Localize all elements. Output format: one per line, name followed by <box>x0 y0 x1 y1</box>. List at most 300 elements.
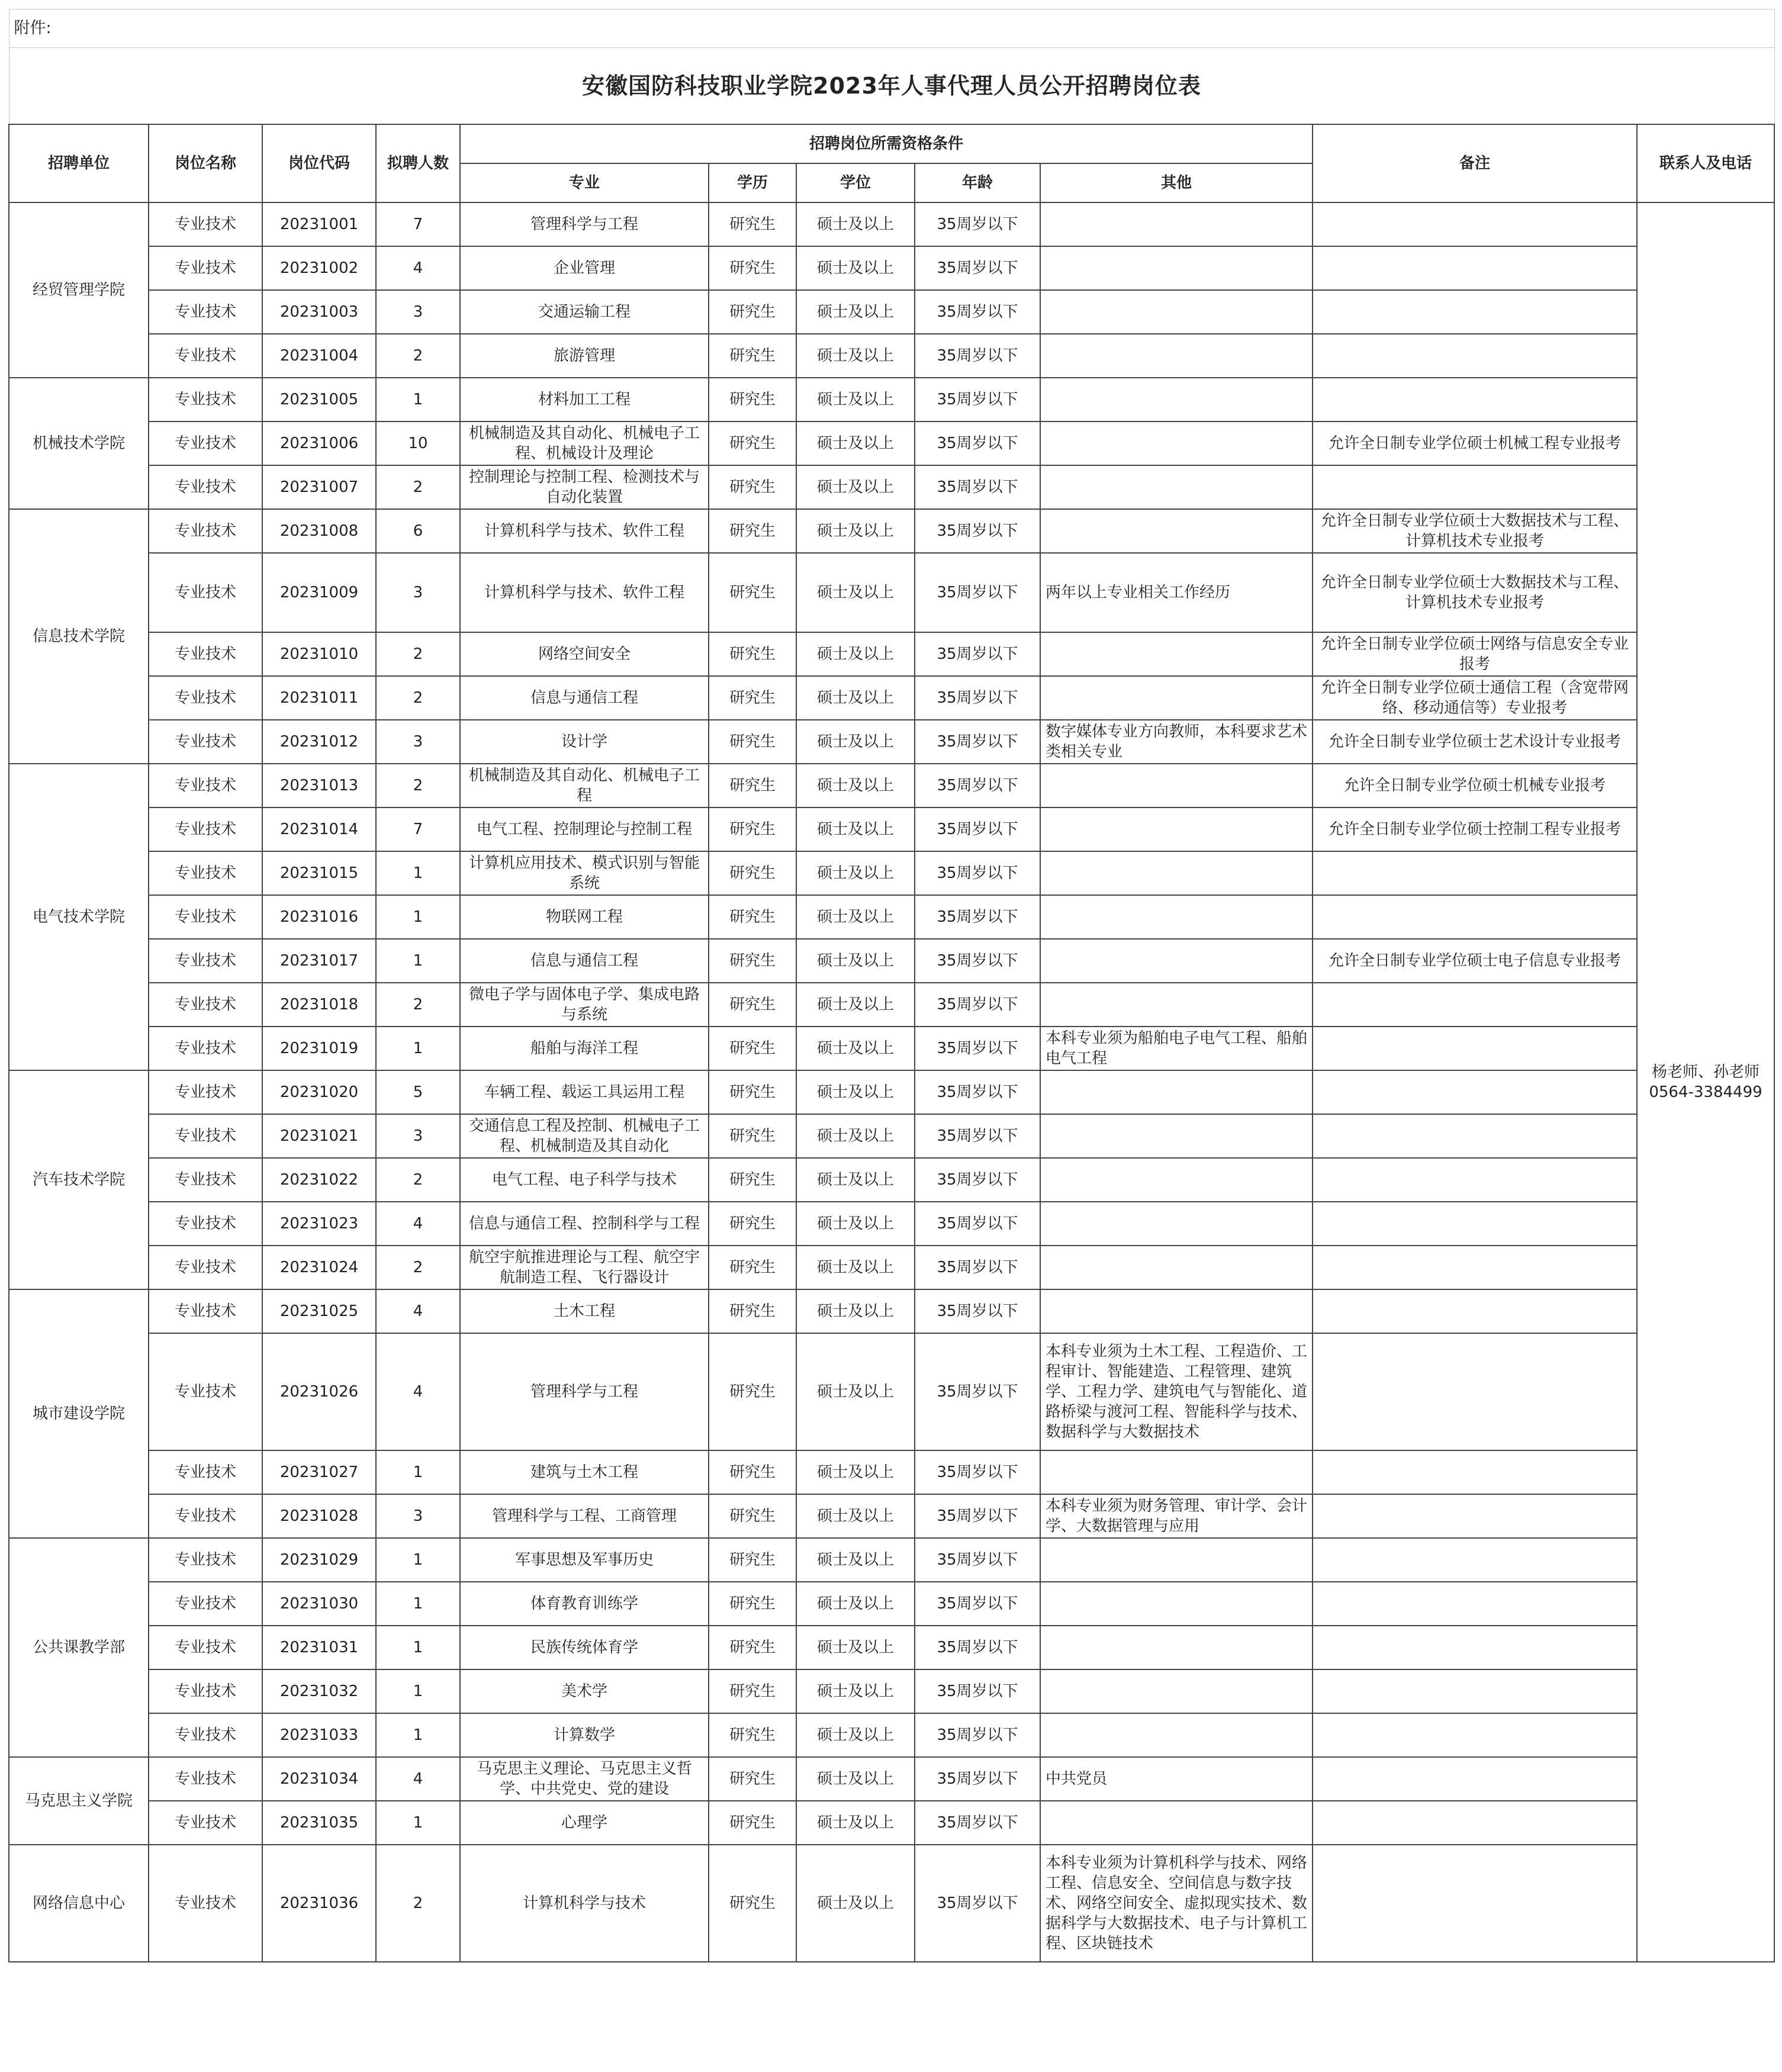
post-name-cell: 专业技术 <box>149 378 262 422</box>
header-contact: 联系人及电话 <box>1637 124 1774 202</box>
degree-cell: 硕士及以上 <box>796 1289 915 1333</box>
other-cell <box>1040 202 1313 246</box>
post-code-cell: 20231018 <box>262 983 376 1027</box>
table-row <box>9 807 1774 851</box>
post-name-cell: 专业技术 <box>149 465 262 509</box>
other-cell <box>1040 1246 1313 1289</box>
remark-cell: 允许全日制专业学位硕士电子信息专业报考 <box>1313 939 1637 983</box>
post-code-cell: 20231023 <box>262 1202 376 1246</box>
table-row <box>9 246 1774 290</box>
age-cell: 35周岁以下 <box>915 1801 1040 1845</box>
education-cell: 研究生 <box>709 465 796 509</box>
post-code-cell: 20231010 <box>262 632 376 676</box>
remark-cell <box>1313 1027 1637 1070</box>
count-cell: 2 <box>376 334 460 378</box>
major-cell: 船舶与海洋工程 <box>460 1027 709 1070</box>
remark-cell <box>1313 1246 1637 1289</box>
degree-cell: 硕士及以上 <box>796 1626 915 1669</box>
age-cell: 35周岁以下 <box>915 1202 1040 1246</box>
age-cell: 35周岁以下 <box>915 807 1040 851</box>
page-title: 安徽国防科技职业学院2023年人事代理人员公开招聘岗位表 <box>9 48 1774 125</box>
remark-cell <box>1313 290 1637 334</box>
age-cell: 35周岁以下 <box>915 202 1040 246</box>
education-cell: 研究生 <box>709 334 796 378</box>
remark-cell <box>1313 378 1637 422</box>
post-name-cell: 专业技术 <box>149 851 262 895</box>
other-cell <box>1040 290 1313 334</box>
post-code-cell: 20231008 <box>262 509 376 553</box>
remark-cell <box>1313 1289 1637 1333</box>
remark-cell: 允许全日制专业学位硕士机械工程专业报考 <box>1313 422 1637 465</box>
header-degree: 学位 <box>796 163 915 202</box>
table-row <box>9 1626 1774 1669</box>
post-code-cell: 20231011 <box>262 676 376 720</box>
other-cell <box>1040 1538 1313 1582</box>
age-cell: 35周岁以下 <box>915 1246 1040 1289</box>
degree-cell: 硕士及以上 <box>796 632 915 676</box>
post-code-cell: 20231016 <box>262 895 376 939</box>
post-code-cell: 20231013 <box>262 764 376 807</box>
degree-cell: 硕士及以上 <box>796 246 915 290</box>
major-cell: 微电子学与固体电子学、集成电路与系统 <box>460 983 709 1027</box>
post-code-cell: 20231004 <box>262 334 376 378</box>
education-cell: 研究生 <box>709 553 796 632</box>
remark-cell <box>1313 1757 1637 1801</box>
major-cell: 控制理论与控制工程、检测技术与自动化装置 <box>460 465 709 509</box>
education-cell: 研究生 <box>709 1114 796 1158</box>
post-name-cell: 专业技术 <box>149 1538 262 1582</box>
major-cell: 计算机科学与技术、软件工程 <box>460 509 709 553</box>
degree-cell: 硕士及以上 <box>796 1538 915 1582</box>
count-cell: 4 <box>376 1289 460 1333</box>
age-cell: 35周岁以下 <box>915 895 1040 939</box>
count-cell: 3 <box>376 1494 460 1538</box>
table-row <box>9 1202 1774 1246</box>
remark-cell <box>1313 1494 1637 1538</box>
post-code-cell: 20231025 <box>262 1289 376 1333</box>
other-cell: 两年以上专业相关工作经历 <box>1040 553 1313 632</box>
contact-names: 杨老师、孙老师 <box>1652 1063 1760 1081</box>
other-cell <box>1040 764 1313 807</box>
other-cell <box>1040 1114 1313 1158</box>
post-name-cell: 专业技术 <box>149 895 262 939</box>
degree-cell: 硕士及以上 <box>796 1757 915 1801</box>
post-code-cell: 20231001 <box>262 202 376 246</box>
table-row <box>9 895 1774 939</box>
education-cell: 研究生 <box>709 632 796 676</box>
post-code-cell: 20231015 <box>262 851 376 895</box>
education-cell: 研究生 <box>709 1202 796 1246</box>
post-code-cell: 20231017 <box>262 939 376 983</box>
education-cell: 研究生 <box>709 764 796 807</box>
remark-cell <box>1313 983 1637 1027</box>
header-count: 拟聘人数 <box>376 124 460 202</box>
count-cell: 1 <box>376 1713 460 1757</box>
table-row <box>9 1538 1774 1582</box>
other-cell <box>1040 1450 1313 1494</box>
count-cell: 3 <box>376 553 460 632</box>
degree-cell: 硕士及以上 <box>796 1070 915 1114</box>
major-cell: 体育教育训练学 <box>460 1582 709 1626</box>
remark-cell <box>1313 895 1637 939</box>
education-cell: 研究生 <box>709 1450 796 1494</box>
post-name-cell: 专业技术 <box>149 290 262 334</box>
table-row <box>9 1289 1774 1333</box>
other-cell: 本科专业须为财务管理、审计学、会计学、大数据管理与应用 <box>1040 1494 1313 1538</box>
table-row <box>9 1669 1774 1713</box>
post-code-cell: 20231030 <box>262 1582 376 1626</box>
post-code-cell: 20231027 <box>262 1450 376 1494</box>
degree-cell: 硕士及以上 <box>796 983 915 1027</box>
post-name-cell: 专业技术 <box>149 1757 262 1801</box>
recruitment-table <box>8 9 1775 1962</box>
other-cell: 本科专业须为船舶电子电气工程、船舶电气工程 <box>1040 1027 1313 1070</box>
education-cell: 研究生 <box>709 378 796 422</box>
unit-cell: 网络信息中心 <box>9 1845 149 1962</box>
education-cell: 研究生 <box>709 422 796 465</box>
age-cell: 35周岁以下 <box>915 983 1040 1027</box>
age-cell: 35周岁以下 <box>915 632 1040 676</box>
count-cell: 2 <box>376 983 460 1027</box>
header-education: 学历 <box>709 163 796 202</box>
count-cell: 5 <box>376 1070 460 1114</box>
major-cell: 民族传统体育学 <box>460 1626 709 1669</box>
unit-cell: 经贸管理学院 <box>9 202 149 378</box>
age-cell: 35周岁以下 <box>915 1626 1040 1669</box>
count-cell: 2 <box>376 764 460 807</box>
other-cell <box>1040 632 1313 676</box>
remark-cell: 允许全日制专业学位硕士艺术设计专业报考 <box>1313 720 1637 764</box>
remark-cell <box>1313 246 1637 290</box>
remark-cell <box>1313 1070 1637 1114</box>
count-cell: 1 <box>376 895 460 939</box>
remark-cell: 允许全日制专业学位硕士控制工程专业报考 <box>1313 807 1637 851</box>
remark-cell <box>1313 1626 1637 1669</box>
other-cell <box>1040 851 1313 895</box>
post-code-cell: 20231003 <box>262 290 376 334</box>
count-cell: 1 <box>376 851 460 895</box>
table-row <box>9 676 1774 720</box>
degree-cell: 硕士及以上 <box>796 465 915 509</box>
table-row <box>9 720 1774 764</box>
count-cell: 2 <box>376 1845 460 1962</box>
remark-cell <box>1313 202 1637 246</box>
age-cell: 35周岁以下 <box>915 1494 1040 1538</box>
degree-cell: 硕士及以上 <box>796 1114 915 1158</box>
age-cell: 35周岁以下 <box>915 1027 1040 1070</box>
table-row <box>9 1114 1774 1158</box>
major-cell: 军事思想及军事历史 <box>460 1538 709 1582</box>
education-cell: 研究生 <box>709 1246 796 1289</box>
education-cell: 研究生 <box>709 939 796 983</box>
degree-cell: 硕士及以上 <box>796 764 915 807</box>
age-cell: 35周岁以下 <box>915 1158 1040 1202</box>
major-cell: 机械制造及其自动化、机械电子工程 <box>460 764 709 807</box>
table-row <box>9 1158 1774 1202</box>
degree-cell: 硕士及以上 <box>796 1333 915 1450</box>
post-code-cell: 20231024 <box>262 1246 376 1289</box>
major-cell: 计算机应用技术、模式识别与智能系统 <box>460 851 709 895</box>
count-cell: 2 <box>376 465 460 509</box>
major-cell: 车辆工程、载运工具运用工程 <box>460 1070 709 1114</box>
table-row <box>9 1450 1774 1494</box>
post-name-cell: 专业技术 <box>149 1801 262 1845</box>
count-cell: 3 <box>376 720 460 764</box>
degree-cell: 硕士及以上 <box>796 1845 915 1962</box>
degree-cell: 硕士及以上 <box>796 1801 915 1845</box>
other-cell <box>1040 509 1313 553</box>
post-code-cell: 20231019 <box>262 1027 376 1070</box>
count-cell: 1 <box>376 939 460 983</box>
table-row <box>9 378 1774 422</box>
post-code-cell: 20231009 <box>262 553 376 632</box>
header-major: 专业 <box>460 163 709 202</box>
post-name-cell: 专业技术 <box>149 1333 262 1450</box>
degree-cell: 硕士及以上 <box>796 422 915 465</box>
remark-cell <box>1313 1582 1637 1626</box>
post-code-cell: 20231031 <box>262 1626 376 1669</box>
contact-cell <box>1637 202 1774 1962</box>
post-name-cell: 专业技术 <box>149 1158 262 1202</box>
post-code-cell: 20231034 <box>262 1757 376 1801</box>
age-cell: 35周岁以下 <box>915 290 1040 334</box>
degree-cell: 硕士及以上 <box>796 1450 915 1494</box>
education-cell: 研究生 <box>709 1494 796 1538</box>
remark-cell <box>1313 1450 1637 1494</box>
post-name-cell: 专业技术 <box>149 1450 262 1494</box>
table-row <box>9 1333 1774 1450</box>
other-cell <box>1040 1713 1313 1757</box>
degree-cell: 硕士及以上 <box>796 676 915 720</box>
unit-cell: 马克思主义学院 <box>9 1757 149 1845</box>
table-row <box>9 465 1774 509</box>
age-cell: 35周岁以下 <box>915 1538 1040 1582</box>
count-cell: 2 <box>376 1246 460 1289</box>
table-row <box>9 851 1774 895</box>
post-name-cell: 专业技术 <box>149 509 262 553</box>
count-cell: 1 <box>376 1027 460 1070</box>
degree-cell: 硕士及以上 <box>796 851 915 895</box>
education-cell: 研究生 <box>709 1027 796 1070</box>
major-cell: 管理科学与工程 <box>460 1333 709 1450</box>
other-cell: 本科专业须为计算机科学与技术、网络工程、信息安全、空间信息与数字技术、网络空间安全、虚拟现实技术、数据科学与大数据技术、电子与计算机工程、区块链技术 <box>1040 1845 1313 1962</box>
count-cell: 2 <box>376 632 460 676</box>
age-cell: 35周岁以下 <box>915 1757 1040 1801</box>
degree-cell: 硕士及以上 <box>796 378 915 422</box>
other-cell <box>1040 676 1313 720</box>
education-cell: 研究生 <box>709 1582 796 1626</box>
table-row <box>9 422 1774 465</box>
table-row <box>9 764 1774 807</box>
major-cell: 心理学 <box>460 1801 709 1845</box>
major-cell: 机械制造及其自动化、机械电子工程、机械设计及理论 <box>460 422 709 465</box>
table-row <box>9 939 1774 983</box>
degree-cell: 硕士及以上 <box>796 720 915 764</box>
post-code-cell: 20231028 <box>262 1494 376 1538</box>
header-age: 年龄 <box>915 163 1040 202</box>
major-cell: 管理科学与工程、工商管理 <box>460 1494 709 1538</box>
degree-cell: 硕士及以上 <box>796 939 915 983</box>
count-cell: 2 <box>376 1158 460 1202</box>
table-row <box>9 1494 1774 1538</box>
major-cell: 计算机科学与技术 <box>460 1845 709 1962</box>
major-cell: 交通信息工程及控制、机械电子工程、机械制造及其自动化 <box>460 1114 709 1158</box>
age-cell: 35周岁以下 <box>915 1845 1040 1962</box>
post-name-cell: 专业技术 <box>149 1202 262 1246</box>
count-cell: 1 <box>376 1669 460 1713</box>
education-cell: 研究生 <box>709 720 796 764</box>
post-name-cell: 专业技术 <box>149 1494 262 1538</box>
unit-cell: 信息技术学院 <box>9 509 149 764</box>
education-cell: 研究生 <box>709 1757 796 1801</box>
major-cell: 管理科学与工程 <box>460 202 709 246</box>
count-cell: 3 <box>376 290 460 334</box>
table-row <box>9 334 1774 378</box>
count-cell: 10 <box>376 422 460 465</box>
post-name-cell: 专业技术 <box>149 1114 262 1158</box>
other-cell <box>1040 1626 1313 1669</box>
degree-cell: 硕士及以上 <box>796 1202 915 1246</box>
major-cell: 信息与通信工程、控制科学与工程 <box>460 1202 709 1246</box>
count-cell: 4 <box>376 1757 460 1801</box>
table-row <box>9 553 1774 632</box>
post-name-cell: 专业技术 <box>149 939 262 983</box>
post-name-cell: 专业技术 <box>149 1289 262 1333</box>
count-cell: 7 <box>376 202 460 246</box>
post-name-cell: 专业技术 <box>149 246 262 290</box>
major-cell: 设计学 <box>460 720 709 764</box>
post-code-cell: 20231014 <box>262 807 376 851</box>
degree-cell: 硕士及以上 <box>796 1158 915 1202</box>
other-cell <box>1040 1582 1313 1626</box>
remark-cell: 允许全日制专业学位硕士大数据技术与工程、计算机技术专业报考 <box>1313 553 1637 632</box>
other-cell <box>1040 939 1313 983</box>
education-cell: 研究生 <box>709 983 796 1027</box>
remark-cell <box>1313 1845 1637 1962</box>
header-post-code: 岗位代码 <box>262 124 376 202</box>
age-cell: 35周岁以下 <box>915 764 1040 807</box>
education-cell: 研究生 <box>709 1070 796 1114</box>
education-cell: 研究生 <box>709 1538 796 1582</box>
age-cell: 35周岁以下 <box>915 378 1040 422</box>
other-cell <box>1040 895 1313 939</box>
post-code-cell: 20231005 <box>262 378 376 422</box>
other-cell <box>1040 334 1313 378</box>
post-code-cell: 20231020 <box>262 1070 376 1114</box>
remark-cell <box>1313 1202 1637 1246</box>
age-cell: 35周岁以下 <box>915 1289 1040 1333</box>
post-code-cell: 20231021 <box>262 1114 376 1158</box>
age-cell: 35周岁以下 <box>915 939 1040 983</box>
degree-cell: 硕士及以上 <box>796 553 915 632</box>
count-cell: 2 <box>376 676 460 720</box>
other-cell <box>1040 983 1313 1027</box>
post-name-cell: 专业技术 <box>149 1582 262 1626</box>
education-cell: 研究生 <box>709 807 796 851</box>
education-cell: 研究生 <box>709 1333 796 1450</box>
age-cell: 35周岁以下 <box>915 334 1040 378</box>
age-cell: 35周岁以下 <box>915 1333 1040 1450</box>
education-cell: 研究生 <box>709 1845 796 1962</box>
post-name-cell: 专业技术 <box>149 632 262 676</box>
education-cell: 研究生 <box>709 246 796 290</box>
table-row <box>9 1801 1774 1845</box>
post-code-cell: 20231012 <box>262 720 376 764</box>
remark-cell: 允许全日制专业学位硕士网络与信息安全专业报考 <box>1313 632 1637 676</box>
table-row <box>9 1246 1774 1289</box>
remark-cell <box>1313 334 1637 378</box>
header-post-name: 岗位名称 <box>149 124 262 202</box>
remark-cell: 允许全日制专业学位硕士大数据技术与工程、计算机技术专业报考 <box>1313 509 1637 553</box>
age-cell: 35周岁以下 <box>915 1713 1040 1757</box>
degree-cell: 硕士及以上 <box>796 202 915 246</box>
post-name-cell: 专业技术 <box>149 720 262 764</box>
remark-cell <box>1313 1538 1637 1582</box>
other-cell <box>1040 1669 1313 1713</box>
other-cell <box>1040 1289 1313 1333</box>
table-row <box>9 1713 1774 1757</box>
age-cell: 35周岁以下 <box>915 1450 1040 1494</box>
other-cell <box>1040 1158 1313 1202</box>
major-cell: 计算机科学与技术、软件工程 <box>460 553 709 632</box>
age-cell: 35周岁以下 <box>915 1114 1040 1158</box>
count-cell: 1 <box>376 1538 460 1582</box>
table-row <box>9 1845 1774 1962</box>
education-cell: 研究生 <box>709 1626 796 1669</box>
remark-cell: 允许全日制专业学位硕士通信工程（含宽带网络、移动通信等）专业报考 <box>1313 676 1637 720</box>
age-cell: 35周岁以下 <box>915 1070 1040 1114</box>
other-cell <box>1040 246 1313 290</box>
post-code-cell: 20231036 <box>262 1845 376 1962</box>
major-cell: 电气工程、电子科学与技术 <box>460 1158 709 1202</box>
header-requirements: 招聘岗位所需资格条件 <box>460 124 1313 163</box>
table-row <box>9 202 1774 246</box>
post-code-cell: 20231026 <box>262 1333 376 1450</box>
degree-cell: 硕士及以上 <box>796 290 915 334</box>
major-cell: 土木工程 <box>460 1289 709 1333</box>
post-code-cell: 20231029 <box>262 1538 376 1582</box>
remark-cell <box>1313 851 1637 895</box>
post-code-cell: 20231007 <box>262 465 376 509</box>
age-cell: 35周岁以下 <box>915 246 1040 290</box>
post-name-cell: 专业技术 <box>149 422 262 465</box>
table-row <box>9 509 1774 553</box>
major-cell: 网络空间安全 <box>460 632 709 676</box>
table-row <box>9 1582 1774 1626</box>
major-cell: 计算数学 <box>460 1713 709 1757</box>
education-cell: 研究生 <box>709 1289 796 1333</box>
post-name-cell: 专业技术 <box>149 1070 262 1114</box>
education-cell: 研究生 <box>709 202 796 246</box>
degree-cell: 硕士及以上 <box>796 895 915 939</box>
table-row <box>9 632 1774 676</box>
age-cell: 35周岁以下 <box>915 509 1040 553</box>
education-cell: 研究生 <box>709 851 796 895</box>
major-cell: 信息与通信工程 <box>460 939 709 983</box>
post-name-cell: 专业技术 <box>149 1626 262 1669</box>
education-cell: 研究生 <box>709 1713 796 1757</box>
post-name-cell: 专业技术 <box>149 334 262 378</box>
remark-cell <box>1313 1333 1637 1450</box>
count-cell: 4 <box>376 1333 460 1450</box>
age-cell: 35周岁以下 <box>915 553 1040 632</box>
unit-cell: 机械技术学院 <box>9 378 149 509</box>
post-name-cell: 专业技术 <box>149 764 262 807</box>
other-cell: 本科专业须为土木工程、工程造价、工程审计、智能建造、工程管理、建筑学、工程力学、建筑电气与智能化、道路桥梁与渡河工程、智能科学与技术、数据科学与大数据技术 <box>1040 1333 1313 1450</box>
post-name-cell: 专业技术 <box>149 676 262 720</box>
count-cell: 1 <box>376 378 460 422</box>
age-cell: 35周岁以下 <box>915 851 1040 895</box>
